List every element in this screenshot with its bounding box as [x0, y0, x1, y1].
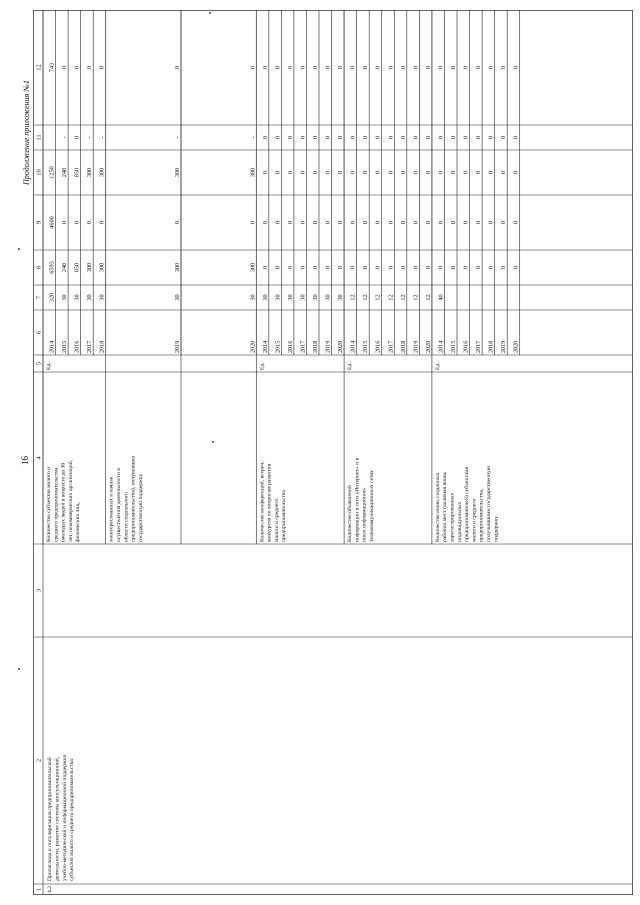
table-cell: 2016 [462, 340, 470, 353]
table-cell: 0 [261, 220, 269, 225]
table-cell: 0 [312, 135, 319, 140]
table-cell: 0 [261, 170, 269, 175]
table-cell: 0 [349, 170, 357, 175]
table-cell: 6593 [48, 261, 56, 274]
table-cell: 0 [374, 65, 382, 70]
indicator-table-grid [33, 10, 633, 895]
indicator-unit: Ед. [434, 362, 441, 370]
table-cell: 0 [412, 265, 420, 270]
table-cell: 0 [274, 265, 282, 270]
table-cell: 0 [299, 65, 307, 70]
indicator-unit: Ед. [46, 362, 52, 370]
table-cell: 0 [475, 265, 483, 270]
table-cell: 2019 [174, 340, 181, 353]
table-cell: 0 [337, 220, 345, 225]
indicator-name-line: Количество объявлений [347, 485, 354, 542]
table-cell: 2017 [475, 340, 483, 353]
section-title-line: Пропаганда и популяризация предпринимательской [47, 757, 53, 881]
table-cell: 2016 [73, 340, 81, 353]
table-cell: 0 [424, 265, 432, 270]
column-number-header: 1 [35, 887, 43, 892]
table-cell: 2018 [399, 340, 407, 353]
table-cell: 248 [61, 262, 69, 273]
table-cell: 12 [387, 294, 395, 301]
table-cell: 0 [312, 65, 319, 70]
table-cell: 0 [324, 220, 332, 225]
table-cell: 0 [450, 220, 457, 225]
table-cell: 0 [349, 65, 357, 70]
table-cell: 0 [487, 265, 495, 270]
table-cell: 30 [86, 294, 94, 301]
table-cell: 0 [86, 220, 94, 225]
table-cell: 2015 [61, 340, 69, 353]
table-cell: 0 [450, 135, 457, 140]
table-cell: 300 [98, 167, 106, 178]
table-cell: 320 [48, 292, 56, 303]
table-cell: 0 [462, 170, 470, 175]
indicator-name-line: зарегистрированных [449, 492, 456, 542]
table-cell: 2020 [512, 340, 520, 353]
table-cell: 0 [374, 265, 382, 270]
indicator-name-line: среднего предпринимательства [53, 467, 60, 542]
table-cell: 0 [512, 220, 520, 225]
table-cell: - [249, 136, 257, 139]
table-cell: 0 [437, 135, 445, 140]
table-cell: 0 [286, 170, 294, 175]
table-cell: 0 [261, 135, 269, 140]
table-cell: 0 [424, 135, 432, 140]
table-cell: 0 [424, 170, 432, 175]
table-cell: 2016 [286, 340, 294, 353]
table-cell: 0 [286, 65, 294, 70]
table-cell: 0 [73, 135, 81, 140]
indicator-name-line: рабочих мест (включая вновь [442, 471, 449, 542]
table-cell: 0 [312, 220, 319, 225]
table-cell: 0 [412, 135, 420, 140]
table-cell: 2020 [424, 340, 432, 353]
table-cell: 0 [424, 220, 432, 225]
table-cell: 0 [412, 170, 420, 175]
table-cell: 30 [73, 294, 81, 301]
table-cell: 0 [475, 170, 483, 175]
table-cell: 0 [249, 220, 257, 225]
indicator-name-line: Количество субъектов малого и [46, 466, 52, 542]
table-cell: 0 [437, 265, 445, 270]
column-number-header: 3 [35, 588, 43, 593]
table-cell: 0 [374, 170, 382, 175]
table-cell: 2020 [337, 340, 345, 353]
table-cell: 0 [450, 65, 457, 70]
indicator-name-line: малого и среднего [273, 498, 280, 542]
table-cell: 30 [249, 294, 257, 301]
table-cell: 0 [437, 220, 445, 225]
table-border [33, 10, 632, 894]
section-title-line: субъектов малого и среднего предпринимательства: [69, 757, 76, 881]
table-cell: 0 [324, 265, 332, 270]
table-cell: 2019 [412, 340, 420, 353]
table-cell: 2019 [500, 340, 508, 353]
table-cell: 0 [286, 220, 294, 225]
table-cell: 0 [437, 65, 445, 70]
table-cell: 0 [274, 170, 282, 175]
column-number-header: 2 [35, 758, 43, 763]
table-cell: 2014 [48, 340, 56, 353]
indicator-name-line: телекоммуникационных сетях [368, 470, 375, 542]
table-cell: 850 [73, 167, 81, 178]
table-cell: 0 [98, 65, 106, 70]
indicator-name-line: физических лиц, [75, 502, 82, 542]
table-cell: 2015 [450, 340, 457, 353]
table-cell: 0 [249, 65, 257, 70]
table-cell: 2018 [487, 340, 495, 353]
table-cell: 0 [274, 135, 282, 140]
table-cell: 0 [500, 65, 508, 70]
indicator-name-line: индивидуальных [456, 501, 463, 542]
table-cell: 30 [286, 294, 294, 301]
table-cell: 0 [512, 265, 520, 270]
table-cell: 0 [362, 135, 370, 140]
table-cell: 4600 [48, 216, 56, 229]
indicator-name-line: конкурсов по вопросам развития [266, 463, 273, 542]
table-cell: 0 [261, 65, 269, 70]
table-cell: 12 [349, 294, 357, 301]
table-cell: 30 [274, 294, 282, 301]
table-cell: 12 [362, 294, 370, 301]
table-cell: 0 [312, 265, 319, 270]
indicator-name-line: поддержку [493, 516, 500, 542]
table-cell: 0 [274, 220, 282, 225]
table-cell: 0 [487, 170, 495, 175]
table-cell: 0 [299, 170, 307, 175]
table-cell: 2018 [98, 340, 106, 353]
table-cell: - [61, 136, 69, 139]
table-cell: 248 [61, 167, 69, 178]
column-number-header: 4 [35, 456, 43, 460]
table-cell: - [174, 136, 181, 139]
table-cell: 2017 [387, 340, 395, 353]
table-cell: 300 [98, 262, 106, 273]
table-cell: 0 [462, 65, 470, 70]
table-cell: 743 [48, 62, 56, 73]
table-cell: 12 [374, 294, 382, 301]
table-cell: 300 [86, 167, 94, 178]
table-cell: 0 [399, 65, 407, 70]
table-cell: 30 [312, 294, 319, 301]
table-cell: 2016 [374, 340, 382, 353]
indicator-name-line: предпринимательства), получивших [130, 455, 137, 542]
indicator-name-line: заинтересованных в начале [108, 476, 115, 542]
table-cell: 0 [299, 220, 307, 225]
table-cell: 0 [462, 220, 470, 225]
table-cell: 0 [174, 220, 181, 225]
table-cell: 0 [399, 265, 407, 270]
section-number: 4.2 [47, 886, 53, 893]
indicator-name-line: осуществления деятельности в [116, 468, 123, 542]
table-cell: 0 [174, 65, 181, 70]
indicator-name-line: области социального [123, 492, 130, 542]
indicator-name-line: предпринимательства, [478, 488, 485, 542]
table-cell: 0 [475, 135, 483, 140]
table-cell: 0 [462, 265, 470, 270]
table-cell: - [98, 136, 106, 139]
table-cell: 300 [174, 262, 181, 273]
table-cell: 0 [362, 265, 370, 270]
table-cell: 0 [337, 170, 345, 175]
table-cell: - [86, 136, 94, 139]
table-cell: 30 [98, 294, 106, 301]
table-cell: 2018 [312, 340, 319, 353]
table-cell: 0 [412, 220, 420, 225]
table-cell: 0 [399, 170, 407, 175]
indicator-unit: Ед. [347, 362, 354, 370]
section-title-line: деятельности, развитие системы консультационной, [54, 756, 61, 881]
table-cell: 0 [61, 220, 69, 225]
table-cell: 0 [512, 135, 520, 140]
indicator-table [33, 10, 638, 895]
table-cell: 2015 [274, 340, 282, 353]
indicator-name-line: малого и среднего [471, 498, 478, 542]
table-cell: 0 [349, 135, 357, 140]
table-cell: 30 [299, 294, 307, 301]
table-cell: 0 [274, 65, 282, 70]
table-cell: 30 [61, 294, 69, 301]
indicator-name-line: предпринимательства [281, 490, 288, 542]
table-cell: 0 [374, 135, 382, 140]
table-cell: 0 [399, 135, 407, 140]
table-cell: 0 [387, 135, 395, 140]
table-cell: 0 [349, 265, 357, 270]
table-cell: 2014 [349, 340, 357, 353]
table-cell: 2017 [299, 340, 307, 353]
table-cell: 0 [500, 220, 508, 225]
table-cell: 12 [424, 294, 432, 301]
table-cell: 300 [249, 262, 257, 273]
table-cell: 2014 [261, 340, 269, 353]
table-cell: 0 [500, 170, 508, 175]
table-cell: 850 [73, 262, 81, 273]
table-cell: 0 [500, 265, 508, 270]
table-cell: 2017 [86, 340, 94, 353]
table-cell: 2014 [437, 340, 445, 353]
table-cell: 0 [98, 220, 106, 225]
indicator-name-line: (молодых людей в возрасте до 30 [60, 462, 67, 542]
table-cell: 0 [312, 170, 319, 175]
column-number-header: 7 [35, 295, 43, 300]
indicator-name-line: иных информационно- [361, 487, 368, 542]
table-cell: 0 [299, 135, 307, 140]
indicator-unit: Ед. [259, 362, 266, 370]
column-number-header: 5 [35, 361, 43, 366]
table-cell: 0 [450, 265, 457, 270]
table-cell: 12 [399, 294, 407, 301]
table-cell: 0 [337, 65, 345, 70]
table-cell: 0 [412, 65, 420, 70]
table-cell: 1250 [48, 166, 56, 179]
table-cell: 0 [286, 135, 294, 140]
table-cell: 0 [387, 220, 395, 225]
table-cell: 0 [424, 65, 432, 70]
indicator-name-line: лет, некоммерческих организаций, [67, 459, 74, 542]
table-cell: 0 [73, 220, 81, 225]
table-cell: 0 [324, 65, 332, 70]
table-cell: 0 [362, 220, 370, 225]
table-cell: 300 [249, 167, 257, 178]
table-cell: 0 [324, 170, 332, 175]
table-cell: 0 [387, 170, 395, 175]
table-cell: 300 [174, 167, 181, 178]
column-number-header: 8 [35, 265, 43, 270]
indicator-name-line: Количество вновь созданных [434, 472, 441, 542]
table-cell: 0 [475, 220, 483, 225]
table-cell: 0 [500, 135, 508, 140]
table-cell: 0 [86, 65, 94, 70]
table-cell: 0 [387, 65, 395, 70]
column-number-header: 9 [35, 220, 43, 225]
table-cell: 0 [450, 170, 457, 175]
table-cell: 30 [324, 294, 332, 301]
table-cell: 2020 [249, 340, 257, 353]
table-cell: 0 [487, 135, 495, 140]
table-cell: 0 [512, 170, 520, 175]
table-cell: 0 [337, 265, 345, 270]
table-cell: 0 [261, 265, 269, 270]
table-cell: 0 [61, 65, 69, 70]
table-cell: 12 [412, 294, 420, 301]
page-number: 16 [20, 456, 30, 465]
appendix-caption: Продолжение приложения №1 [22, 80, 31, 185]
table-cell: 0 [399, 220, 407, 225]
column-number-header: 11 [35, 134, 43, 141]
table-cell: 0 [487, 220, 495, 225]
table-cell: 300 [86, 262, 94, 273]
table-cell: 40 [437, 294, 445, 301]
indicator-name-line: государственную поддержку [137, 473, 144, 542]
table-cell: 0 [362, 170, 370, 175]
table-cell: 0 [437, 170, 445, 175]
indicator-name-line: получившими государственную [486, 465, 493, 542]
table-cell: 2019 [324, 340, 332, 353]
table-cell: 0 [487, 65, 495, 70]
table-cell: 0 [337, 135, 345, 140]
table-cell: 0 [73, 65, 81, 70]
table-cell: 30 [261, 294, 269, 301]
table-cell: 0 [299, 265, 307, 270]
table-cell: 0 [349, 220, 357, 225]
indicator-name-line: предпринимателей) субъектами [464, 466, 471, 542]
column-number-header: 10 [35, 169, 43, 176]
table-cell: 30 [337, 294, 345, 301]
table-cell: 30 [174, 294, 181, 301]
section-title-line: учебно-методической и информационной поддержки [61, 754, 68, 881]
table-cell: 0 [475, 65, 483, 70]
table-cell: 0 [374, 220, 382, 225]
table-cell: 0 [286, 265, 294, 270]
indicator-name-line: Количество конференций, встреч, [259, 461, 266, 542]
table-cell: 2015 [362, 340, 370, 353]
indicator-name-line: информации в сети «Интернет» и в [354, 457, 361, 542]
table-cell: 0 [512, 65, 520, 70]
column-number-header: 6 [35, 330, 43, 335]
column-number-header: 12 [35, 64, 43, 71]
table-cell: 0 [462, 135, 470, 140]
table-cell: 0 [387, 265, 395, 270]
table-cell: 0 [324, 135, 332, 140]
table-cell: 0 [362, 65, 370, 70]
